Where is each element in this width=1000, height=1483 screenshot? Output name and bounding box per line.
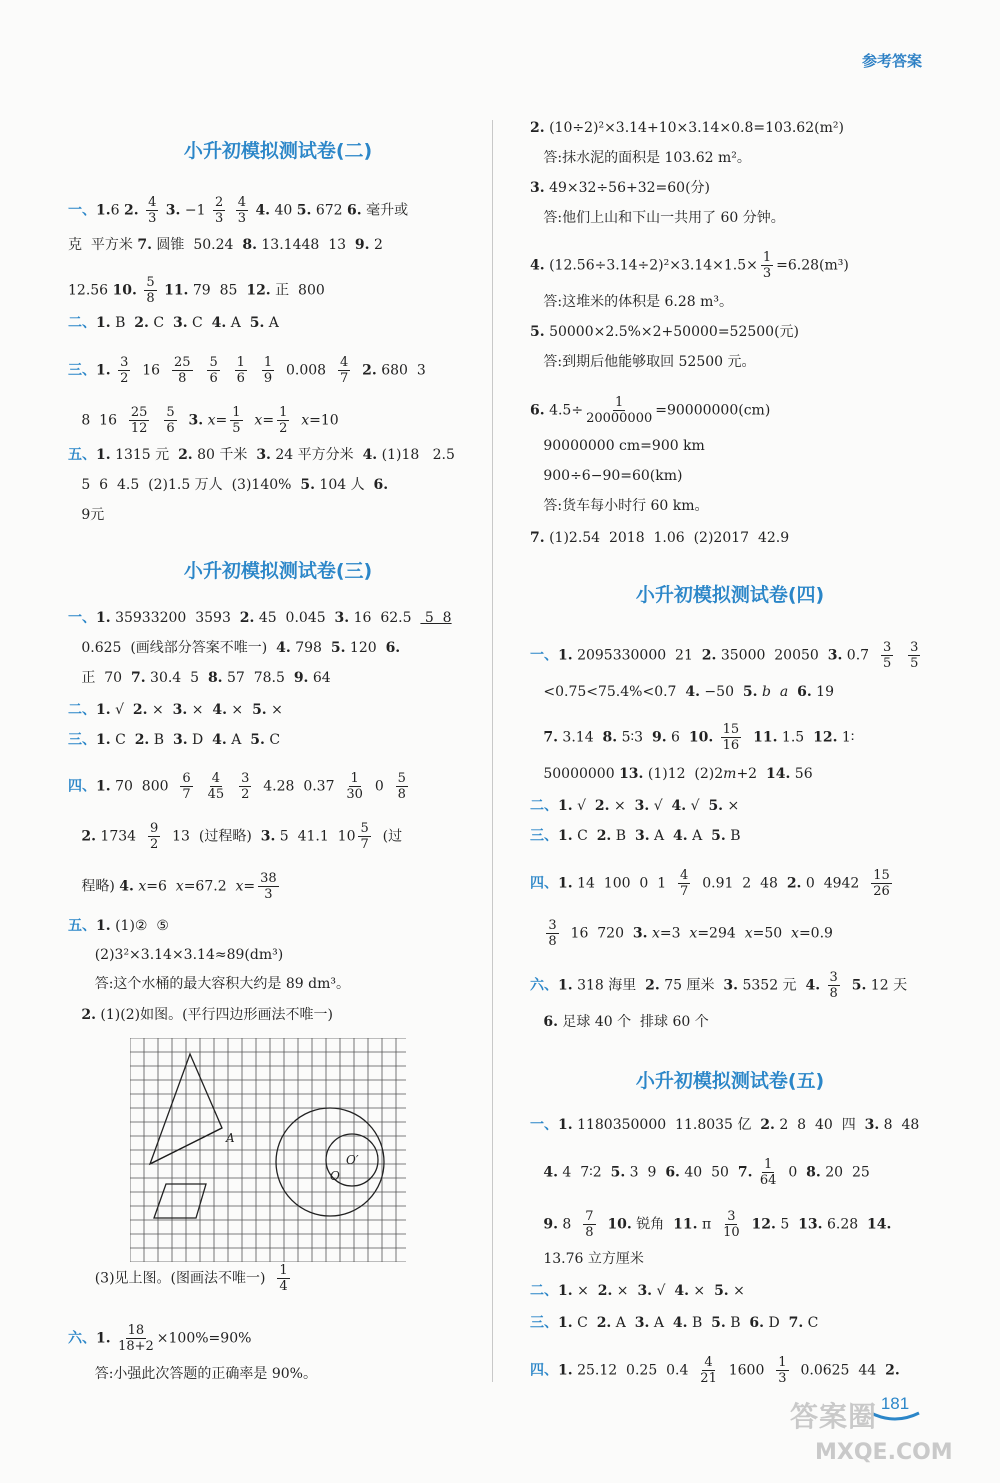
fraction: $\frac{4}{3}$ bbox=[148, 195, 157, 226]
test-4-line: 6. 足球 40 个 排球 60 个 bbox=[543, 1014, 709, 1030]
page-number: 181 bbox=[880, 1394, 910, 1413]
test-3-line: 0.625 (画线部分答案不唯一) 4. 798 5. 120 6. bbox=[68, 640, 401, 656]
fraction: $\frac{4}{45}$ bbox=[207, 771, 225, 802]
section-title-5: 小升初模拟测试卷(五) bbox=[635, 1070, 825, 1092]
test-3-line: 四、1. 70 800 $\frac{6}{7}$ $\frac{4}{45}$ $\frac{3}{2}$ 4.28 0.37 $\frac{1}{30}$ 0 $\frac{5}{8}$ bbox=[68, 771, 406, 802]
test-1-line: 答:他们上山和下山一共用了 60 分钟。 bbox=[530, 210, 785, 226]
fraction: $\frac{3}{5}$ bbox=[882, 640, 892, 671]
test-1-line: 答:货车每小时行 60 km。 bbox=[530, 498, 709, 514]
fraction: $\frac{1}{9}$ bbox=[263, 355, 273, 386]
point-o-prime-label: O′ bbox=[346, 1153, 359, 1167]
fraction: $\frac{7}{8}$ bbox=[585, 1209, 594, 1240]
test-3-line: 答:小强此次答题的正确率是 90%。 bbox=[68, 1366, 317, 1382]
fraction: $\frac{3}{8}$ bbox=[548, 918, 557, 949]
test-2-line: 9元 bbox=[68, 507, 105, 523]
test-2-line: 克 平方米 7. 圆锥 50.24 8. 13.1448 13 9. 2 bbox=[68, 237, 383, 253]
fraction: $\frac{1}{5}$ bbox=[232, 405, 241, 436]
test-3-line: (3)见上图。(图画法不唯一) $\frac{1}{4}$ bbox=[68, 1263, 288, 1294]
test-4-line: 50000000 13. (1)12 (2)2m+2 14. 56 bbox=[530, 766, 813, 782]
test-4-line: $\frac{3}{8}$ 16 720 3. x=3 x=294 x=50 x=0.9 bbox=[548, 918, 833, 949]
fraction: $\frac{3}{2}$ bbox=[120, 355, 129, 386]
fraction: $\frac{5}{8}$ bbox=[146, 275, 155, 306]
test-3-line: 六、1. $\frac{18}{18+2}$ ×100%=90% bbox=[68, 1323, 252, 1354]
fraction: $\frac{1}{20000000}$ bbox=[586, 395, 653, 426]
fraction: $\frac{3}{8}$ bbox=[829, 970, 838, 1001]
test-4-line: 三、1. C 2. B 3. A 4. A 5. B bbox=[530, 828, 741, 844]
fraction: $\frac{25}{8}$ bbox=[173, 355, 191, 386]
test-4-line: 二、1. √ 2. × 3. √ 4. √ 5. × bbox=[530, 798, 740, 814]
test-2-line: 12.56 10. $\frac{5}{8}$ 11. 79 85 12. 正 800 bbox=[68, 275, 325, 306]
test-3-line: 一、1. 35933200 3593 2. 45 0.045 3. 16 62.5 5 8 bbox=[68, 610, 452, 626]
fraction: $\frac{1}{3}$ bbox=[762, 250, 772, 281]
fraction: $\frac{4}{7}$ bbox=[339, 355, 349, 386]
test-1-line: 7. (1)2.54 2018 1.06 (2)2017 42.9 bbox=[530, 530, 790, 546]
section-title-2: 小升初模拟测试卷(二) bbox=[183, 140, 373, 162]
test-5-line: 四、1. 25.12 0.25 0.4 $\frac{4}{21}$ 1600 $\frac{1}{3}$ 0.0625 44 2. bbox=[530, 1355, 900, 1386]
fraction: $\frac{15}{16}$ bbox=[722, 722, 740, 753]
fraction: $\frac{1}{2}$ bbox=[279, 405, 288, 436]
test-5-line: 一、1. 1180350000 11.8035 亿 2. 2 8 40 四 3. 8 48 bbox=[530, 1117, 920, 1133]
test-4-line: 7. 3.14 8. 5∶3 9. 6 10. $\frac{15}{16}$ 11. 1.5 12. 1∶ bbox=[543, 722, 855, 753]
test-1-line: 2. (10÷2)²×3.14+10×3.14×0.8=103.62(m²) bbox=[530, 120, 844, 136]
fraction: $\frac{5}{6}$ bbox=[166, 405, 175, 436]
fraction: $\frac{3}{10}$ bbox=[723, 1209, 740, 1240]
test-1-line: 答:抹水泥的面积是 103.62 m²。 bbox=[530, 150, 751, 166]
fraction: $\frac{4}{3}$ bbox=[237, 195, 246, 226]
test-3-line: 程略) 4. x=6 x=67.2 x= $\frac{38}{3}$ bbox=[68, 871, 277, 902]
fraction: $\frac{38}{3}$ bbox=[260, 871, 277, 902]
fraction: $\frac{4}{21}$ bbox=[700, 1355, 717, 1386]
test-5-line: 三、1. C 2. A 3. A 4. B 5. B 6. D 7. C bbox=[530, 1315, 819, 1331]
test-5-line: 4. 4 7∶2 5. 3 9 6. 40 50 7. $\frac{1}{64}$ 0 8. 20 25 bbox=[543, 1157, 870, 1188]
fraction: $\frac{1}{64}$ bbox=[759, 1157, 777, 1188]
test-2-line: 二、1. B 2. C 3. C 4. A 5. A bbox=[68, 315, 279, 331]
fraction: $\frac{5}{7}$ bbox=[360, 821, 369, 852]
fraction: $\frac{3}{5}$ bbox=[910, 640, 919, 671]
point-a-label: A bbox=[226, 1131, 235, 1145]
watermark-url: MXQE.COM bbox=[815, 1440, 953, 1465]
fraction: $\frac{18}{18+2}$ bbox=[118, 1323, 154, 1354]
test-3-line: 正 70 7. 30.4 5 8. 57 78.5 9. 64 bbox=[68, 670, 331, 686]
test-3-line: 2. 1734 $\frac{9}{2}$ 13 (过程略) 3. 5 41.1 10 $\frac{5}{7}$ (过 bbox=[81, 821, 403, 852]
fraction: $\frac{2}{3}$ bbox=[214, 195, 224, 226]
test-2-line: 三、1. $\frac{3}{2}$ 16 $\frac{25}{8}$ $\frac{5}{6}$ $\frac{1}{6}$ $\frac{1}{9}$ 0.008 $\frac{4}{7}$ 2. 680 3 bbox=[68, 355, 426, 386]
test-1-line: 答:这堆米的体积是 6.28 m³。 bbox=[530, 294, 734, 310]
header-label: 参考答案 bbox=[861, 52, 922, 70]
test-3-line: 二、1. √ 2. × 3. × 4. × 5. × bbox=[68, 702, 283, 718]
fraction: $\frac{25}{12}$ bbox=[130, 405, 148, 436]
fraction: $\frac{9}{2}$ bbox=[149, 821, 159, 852]
section-title-4: 小升初模拟测试卷(四) bbox=[635, 584, 825, 606]
fraction: $\frac{1}{30}$ bbox=[346, 771, 363, 802]
fraction: $\frac{15}{26}$ bbox=[873, 868, 890, 899]
test-2-line: 一、1.6 2. $\frac{4}{3}$ 3. −1 $\frac{2}{3}$ $\frac{4}{3}$ 4. 40 5. 672 6. 毫升或 bbox=[68, 195, 409, 226]
fraction: $\frac{4}{7}$ bbox=[680, 868, 689, 899]
grid-figure bbox=[130, 1038, 406, 1262]
fraction: $\frac{1}{3}$ bbox=[778, 1355, 787, 1386]
fraction: $\frac{5}{8}$ bbox=[397, 771, 406, 802]
test-2-line: 五、1. 1315 元 2. 80 千米 3. 24 平方分米 4. (1)18 2.5 bbox=[68, 447, 455, 463]
test-4-line: 一、1. 2095330000 21 2. 35000 20050 3. 0.7̇ $\frac{3}{5}$ $\frac{3}{5}$ bbox=[530, 640, 919, 671]
test-3-line: 三、1. C 2. B 3. D 4. A 5. C bbox=[68, 732, 281, 748]
fraction: $\frac{6}{7}$ bbox=[182, 771, 191, 802]
fraction: $\frac{1}{4}$ bbox=[279, 1263, 288, 1294]
test-1-line: 90000000 cm=900 km bbox=[530, 438, 705, 454]
test-1-line: 900÷6−90=60(km) bbox=[530, 468, 683, 484]
test-5-line: 13.76 立方厘米 bbox=[530, 1251, 644, 1267]
test-3-line: 五、1. (1)② ⑤ bbox=[68, 918, 169, 934]
point-o-label: O bbox=[330, 1169, 340, 1183]
test-4-line: <0.75<75.4%<0.7̇ 4. −50 5. b a 6. 19 bbox=[530, 684, 834, 700]
column-divider bbox=[492, 120, 493, 1382]
test-1-line: 5. 50000×2.5%×2+50000=52500(元) bbox=[530, 324, 800, 340]
test-4-line: 六、1. 318 海里 2. 75 厘米 3. 5352 元 4. $\frac{3}{8}$ 5. 12 天 bbox=[530, 970, 908, 1001]
test-4-line: 四、1. 14 100 0 1 $\frac{4}{7}$ 0.91 2 48 2. 0 4942 $\frac{15}{26}$ bbox=[530, 868, 890, 899]
fraction: $\frac{3}{2}$ bbox=[241, 771, 250, 802]
test-1-line: 6. 4.5÷ $\frac{1}{20000000}$ =90000000(cm) bbox=[530, 395, 771, 426]
test-1-line: 4. (12.56÷3.14÷2)²×3.14×1.5× $\frac{1}{3}$ =6.28(m³) bbox=[530, 250, 849, 281]
watermark-logo: 答案圈 bbox=[790, 1400, 878, 1433]
test-3-line: 2. (1)(2)如图。(平行四边形画法不唯一) bbox=[81, 1007, 334, 1023]
test-2-line: 8 16 $\frac{25}{12}$ $\frac{5}{6}$ 3. x= $\frac{1}{5}$ x= $\frac{1}{2}$ x=10 bbox=[68, 405, 339, 436]
test-2-line: 5 6 4.5 (2)1.5 万人 (3)140% 5. 104 人 6. bbox=[68, 477, 389, 493]
test-3-line: (2)3²×3.14×3.14≈89(dm³) bbox=[68, 947, 284, 963]
fraction: $\frac{5}{6}$ bbox=[209, 355, 218, 386]
test-5-line: 二、1. × 2. × 3. √ 4. × 5. × bbox=[530, 1283, 745, 1299]
test-1-line: 答:到期后他能够取回 52500 元。 bbox=[530, 354, 756, 370]
test-3-line: 答:这个水桶的最大容积大约是 89 dm³。 bbox=[68, 976, 350, 992]
fraction: $\frac{1}{6}$ bbox=[236, 355, 245, 386]
test-1-line: 3. 49×32÷56+32=60(分) bbox=[530, 180, 710, 196]
test-5-line: 9. 8 $\frac{7}{8}$ 10. 锐角 11. π $\frac{3}{10}$ 12. 5 13. 6.28 14. bbox=[543, 1209, 892, 1240]
section-title-3: 小升初模拟测试卷(三) bbox=[183, 560, 373, 582]
